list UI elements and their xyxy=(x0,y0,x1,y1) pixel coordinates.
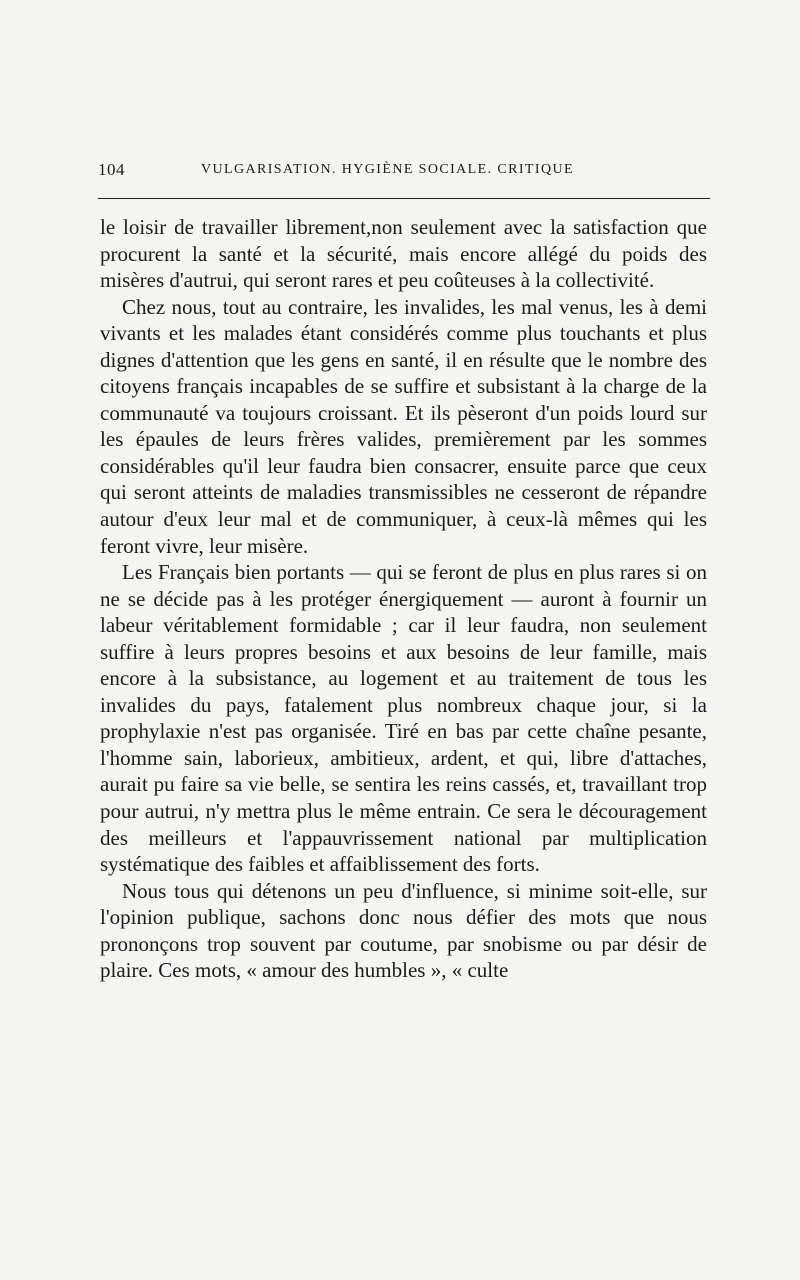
body-text xyxy=(100,214,707,984)
page-number: 104 xyxy=(98,160,125,179)
paragraph-1: le loisir de travailler librement,non seulement avec la satisfaction que procurent la santé et la sécurité, mais encore allégé du poids des misères d'autrui, qui seront rares et peu coûteuses à la collectivité. xyxy=(100,215,707,293)
running-head: VULGARISATION. HYGIÈNE SOCIALE. CRITIQUE xyxy=(201,162,574,177)
paragraph-2: Chez nous, tout au contraire, les invalides, les mal venus, les à demi vivants et les malades étant considérés comme plus touchants et plus dignes d'attention que les gens en santé, il en résulte que le nombre des citoyens français incapables de se suffire et subsistant à la charge de la communauté va toujours croissant. Et ils pèseront d'un poids lourd sur les épaules de leurs frères valides, premièrement par les sommes considérables qu'il leur faudra bien consacrer, ensuite parce que ceux qui seront atteints de maladies transmissibles ne cesseront de répandre autour d'eux leur mal et de communiquer, à ceux-là mêmes qui les feront vivre, leur misère. xyxy=(100,294,707,558)
paragraph-3: Les Français bien portants — qui se feront de plus en plus rares si on ne se décide pas à les protéger énergiquement — auront à fournir un labeur véritablement formidable ; car il leur faudra, non seulement suffire à leurs propres besoins et aux besoins de leur famille, mais encore à la subsistance, au logement et au traitement de tous les invalides du pays, fatalement plus nombreux chaque jour, si la prophylaxie n'est pas organisée. Tiré en bas par cette chaîne pesante, l'homme sain, laborieux, ambitieux, ardent, et qui, libre d'attaches, aurait pu faire sa vie belle, se sentira les reins cassés, et, travaillant trop pour autrui, n'y mettra plus le même entrain. Ce sera le découragement des meilleurs et l'appauvrissement national par multiplication systématique des faibles et affaiblissement des forts. xyxy=(100,560,707,877)
header-rule xyxy=(98,198,710,199)
page-header xyxy=(98,158,708,184)
paragraph-4: Nous tous qui détenons un peu d'influence, si minime soit-elle, sur l'opinion publique, sachons donc nous défier des mots que nous prononçons trop souvent par coutume, par snobisme ou par désir de plaire. Ces mots, « amour des humbles », « culte xyxy=(100,878,707,983)
